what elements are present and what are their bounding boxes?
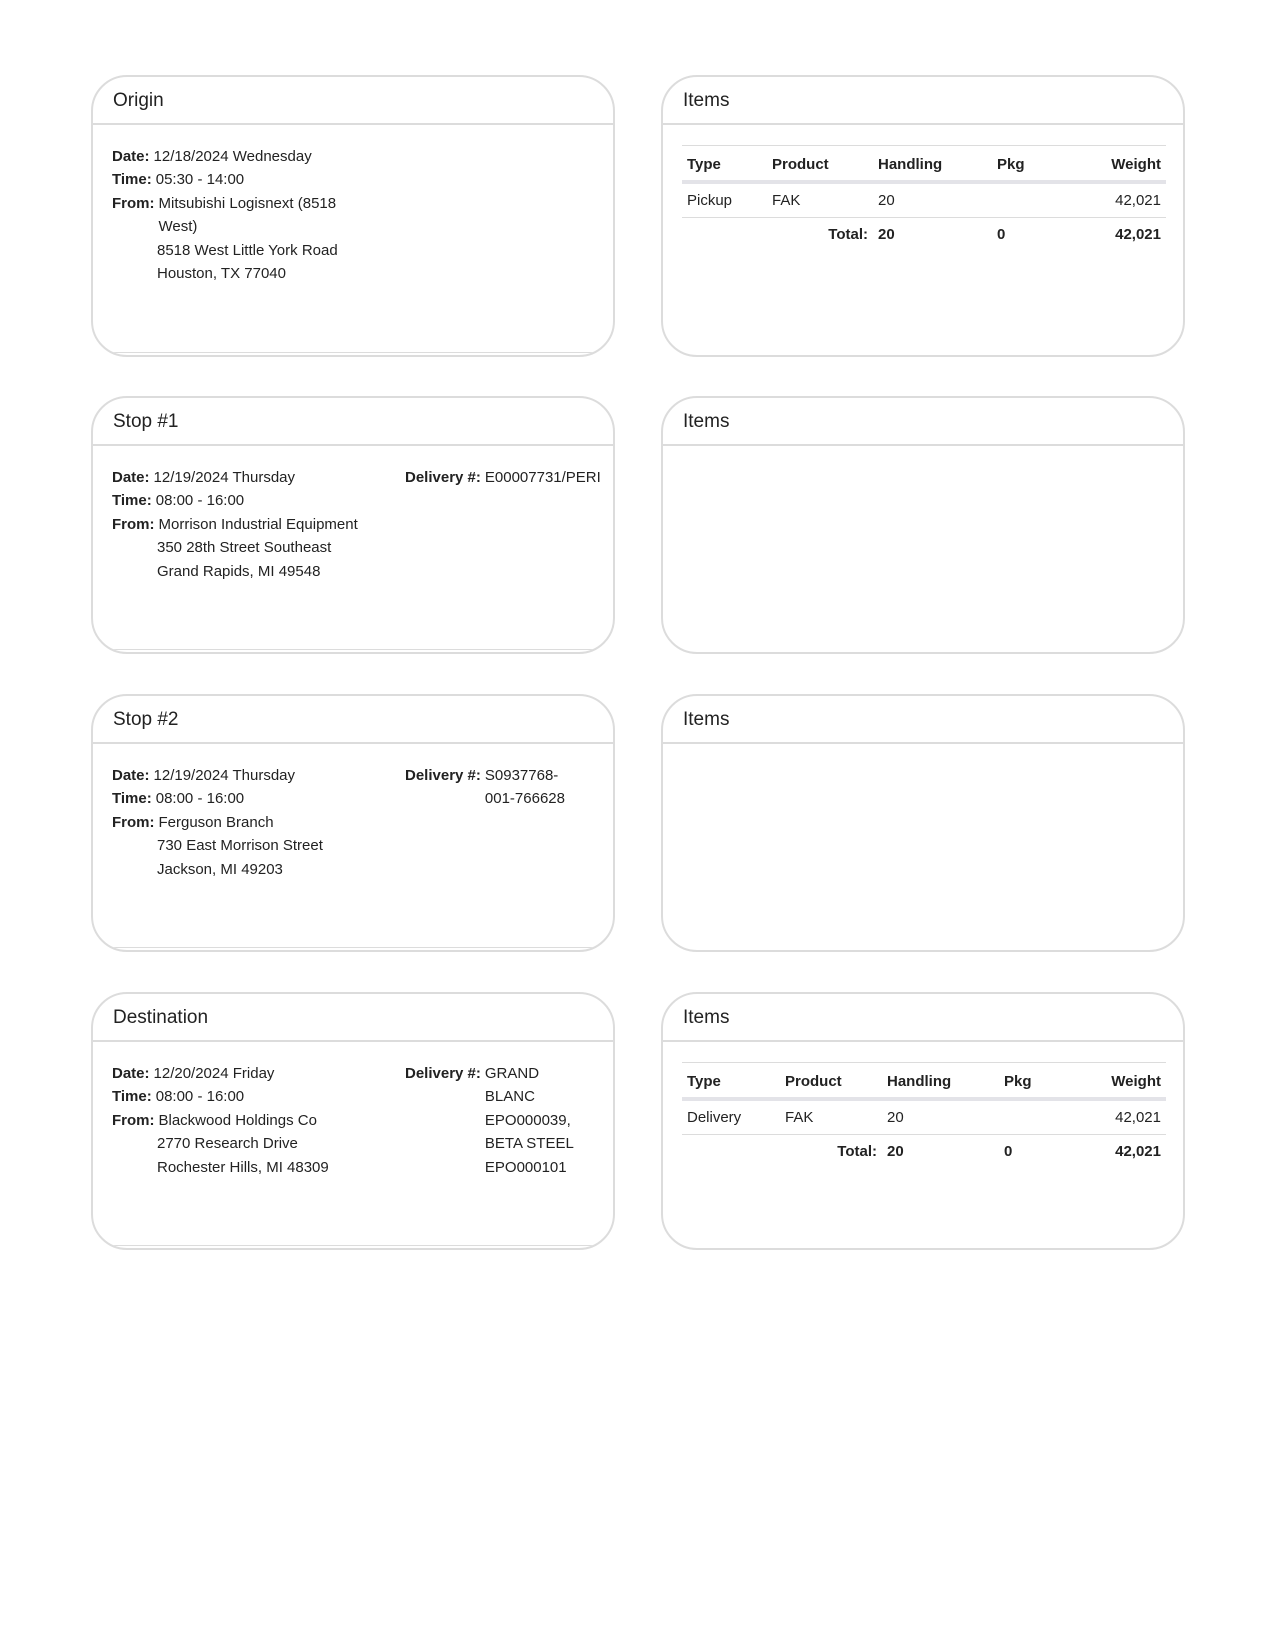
stop2-title: Stop #2	[93, 696, 613, 744]
delivery-line: EPO000101	[484, 1158, 567, 1176]
date-label: Date:	[112, 767, 150, 784]
items-title: Items	[663, 77, 1183, 125]
total-row	[682, 217, 1166, 251]
stop2-from-name: Ferguson Branch	[158, 813, 274, 831]
destination-card	[91, 992, 615, 1250]
from-label: From:	[112, 813, 155, 831]
items-title: Items	[663, 398, 1183, 446]
origin-address-line1: 8518 West Little York Road	[157, 241, 338, 259]
stop1-address-line2: Grand Rapids, MI 49548	[157, 562, 321, 580]
origin-address-line2: Houston, TX 77040	[157, 265, 286, 283]
destination-delivery	[405, 1062, 575, 1179]
origin-date: 12/18/2024 Wednesday	[153, 148, 312, 165]
table-row	[682, 182, 1166, 218]
row-type: Delivery	[682, 1099, 780, 1135]
stop1-items-card	[661, 396, 1185, 654]
stop1-info	[112, 466, 358, 583]
row-pkg	[999, 1099, 1074, 1135]
destination-items-table	[682, 1062, 1166, 1168]
destination-address-line1: 2770 Research Drive	[157, 1135, 298, 1153]
destination-address-line2: Rochester Hills, MI 48309	[157, 1158, 329, 1176]
total-row	[682, 1134, 1166, 1168]
delivery-line: GRAND	[484, 1065, 540, 1082]
destination-info	[112, 1062, 329, 1179]
destination-delivery-number	[485, 1062, 575, 1179]
stop1-card	[91, 396, 615, 654]
total-pkg: 0	[997, 225, 1006, 243]
from-label: From:	[112, 194, 155, 212]
total-weight: 42,021	[1115, 225, 1161, 243]
date-label: Date:	[112, 469, 150, 486]
total-label: Total:	[837, 1142, 877, 1160]
table-row	[682, 1099, 1166, 1135]
row-product: FAK	[767, 182, 873, 218]
origin-items-card	[661, 75, 1185, 357]
date-label: Date:	[112, 1065, 150, 1082]
stop2-address-line2: Jackson, MI 49203	[157, 860, 283, 878]
stop1-delivery	[405, 466, 601, 489]
col-product: Product	[780, 1063, 882, 1099]
row-product: FAK	[780, 1099, 882, 1135]
row-pkg	[992, 182, 1072, 218]
col-product: Product	[767, 146, 873, 182]
row-weight: 42,021	[1072, 182, 1166, 218]
col-pkg: Pkg	[992, 146, 1072, 182]
total-pkg: 0	[1004, 1142, 1013, 1160]
stop1-address-line1: 350 28th Street Southeast	[157, 539, 332, 557]
destination-time: 08:00 - 16:00	[155, 1088, 245, 1106]
divider	[112, 352, 594, 353]
total-weight: 42,021	[1115, 1142, 1161, 1160]
delivery-line: BLANC	[484, 1088, 535, 1106]
col-weight: Weight	[1074, 1063, 1166, 1099]
origin-title: Origin	[93, 77, 613, 125]
destination-title: Destination	[93, 994, 613, 1042]
total-label: Total:	[828, 225, 868, 243]
col-type: Type	[682, 146, 767, 182]
from-label: From:	[112, 515, 155, 533]
col-weight: Weight	[1072, 146, 1166, 182]
stop2-time: 08:00 - 16:00	[155, 790, 245, 808]
col-type: Type	[682, 1063, 780, 1099]
time-label: Time:	[112, 1088, 152, 1106]
stop2-items-card	[661, 694, 1185, 952]
stop1-title: Stop #1	[93, 398, 613, 446]
stop2-info	[112, 764, 323, 881]
items-title: Items	[663, 696, 1183, 744]
table-header-row	[682, 146, 1166, 182]
col-handling: Handling	[882, 1063, 999, 1099]
origin-info	[112, 145, 344, 285]
total-handling: 20	[887, 1142, 904, 1160]
delivery-line: BETA STEEL	[484, 1135, 574, 1153]
origin-from-name: Mitsubishi Logisnext (8518 West)	[158, 194, 337, 236]
delivery-label: Delivery #:	[405, 1065, 481, 1082]
origin-time: 05:30 - 14:00	[155, 171, 245, 189]
stop2-address-line1: 730 East Morrison Street	[157, 837, 323, 855]
stop2-delivery-number	[485, 764, 575, 811]
date-label: Date:	[112, 148, 150, 165]
stop2-card	[91, 694, 615, 952]
time-label: Time:	[112, 171, 152, 189]
stop2-date: 12/19/2024 Thursday	[153, 767, 296, 784]
total-handling: 20	[878, 225, 895, 243]
divider	[112, 947, 594, 948]
stop1-date: 12/19/2024 Thursday	[153, 469, 296, 486]
stop1-time: 08:00 - 16:00	[155, 492, 245, 510]
row-type: Pickup	[682, 182, 767, 218]
stop1-delivery-number: E00007731/PERI	[484, 469, 601, 486]
time-label: Time:	[112, 492, 152, 510]
row-handling: 20	[873, 182, 992, 218]
destination-items-card	[661, 992, 1185, 1250]
delivery-line: 001-766628	[484, 790, 565, 808]
col-handling: Handling	[873, 146, 992, 182]
delivery-line: S0937768-	[484, 767, 559, 784]
from-label: From:	[112, 1111, 155, 1129]
divider	[112, 649, 594, 650]
divider	[112, 1245, 594, 1246]
time-label: Time:	[112, 790, 152, 808]
origin-items-table	[682, 145, 1166, 251]
destination-from-name: Blackwood Holdings Co	[158, 1111, 317, 1129]
delivery-label: Delivery #:	[405, 767, 481, 784]
stop2-delivery	[405, 764, 575, 811]
delivery-label: Delivery #:	[405, 469, 481, 486]
delivery-line: EPO000039,	[484, 1111, 571, 1129]
row-weight: 42,021	[1074, 1099, 1166, 1135]
origin-card	[91, 75, 615, 357]
items-title: Items	[663, 994, 1183, 1042]
destination-date: 12/20/2024 Friday	[153, 1065, 275, 1082]
table-header-row	[682, 1063, 1166, 1099]
stop1-from-name: Morrison Industrial Equipment	[158, 515, 358, 533]
row-handling: 20	[882, 1099, 999, 1135]
col-pkg: Pkg	[999, 1063, 1074, 1099]
